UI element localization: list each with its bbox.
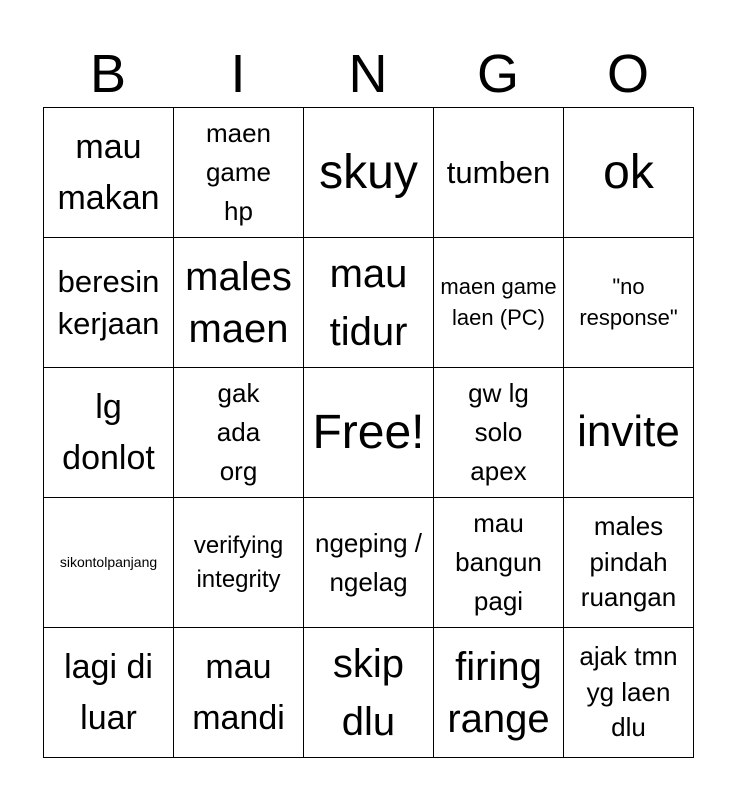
header-letter-g: G <box>476 44 519 104</box>
cell-text: skip dlu <box>332 641 405 744</box>
bingo-cell-r5-c5[interactable] <box>564 628 694 758</box>
bingo-cell-r1-c4[interactable] <box>434 108 564 238</box>
bingo-cell-r3-c4[interactable] <box>434 368 564 498</box>
bingo-cell-r5-c1[interactable] <box>44 628 174 758</box>
bingo-cell-r3-c1[interactable] <box>44 368 174 498</box>
cell-text: skuy <box>319 145 418 199</box>
cell-text: mau mandi <box>192 647 285 737</box>
cell-text: ngeping / ngelag <box>315 527 422 597</box>
bingo-cell-r2-c5[interactable] <box>564 238 694 368</box>
cell-text: ajak tmn yg laen dlu <box>579 640 678 743</box>
cell-text: males pindah ruangan <box>580 510 677 613</box>
bingo-cell-r4-c5[interactable] <box>564 498 694 628</box>
bingo-cell-r2-c1[interactable] <box>44 238 174 368</box>
bingo-cell-r5-c2[interactable] <box>174 628 304 758</box>
cell-text: beresin kerjaan <box>57 263 160 341</box>
bingo-board <box>43 107 694 758</box>
bingo-cell-r2-c2[interactable] <box>174 238 304 368</box>
bingo-cell-r4-c1[interactable] <box>44 498 174 628</box>
cell-text: gak ada org <box>216 378 261 486</box>
bingo-cell-r3-c2[interactable] <box>174 368 304 498</box>
bingo-cell-r3-c5[interactable] <box>564 368 694 498</box>
cell-text: gw lg solo apex <box>468 378 529 486</box>
header-letter-b: B <box>89 44 127 104</box>
bingo-header <box>43 40 693 108</box>
cell-text: mau bangun pagi <box>455 508 542 616</box>
header-letter-i: I <box>230 44 246 104</box>
cell-text: maen game laen (PC) <box>440 273 557 330</box>
bingo-cell-r2-c4[interactable] <box>434 238 564 368</box>
bingo-cell-r4-c2[interactable] <box>174 498 304 628</box>
cell-text: maen game hp <box>205 118 272 226</box>
bingo-cell-r3-c3[interactable] <box>304 368 434 498</box>
bingo-cell-r1-c2[interactable] <box>174 108 304 238</box>
cell-text: verifying integrity <box>193 531 284 593</box>
cell-text: lg donlot <box>62 387 155 477</box>
cell-text: mau makan <box>57 127 160 217</box>
cell-text: tumben <box>446 154 551 190</box>
cell-text: Free! <box>312 405 425 459</box>
bingo-cell-r4-c4[interactable] <box>434 498 564 628</box>
bingo-cell-r1-c1[interactable] <box>44 108 174 238</box>
cell-text: sikontolpanjang <box>59 554 158 571</box>
bingo-cell-r1-c3[interactable] <box>304 108 434 238</box>
cell-text: "no response" <box>579 273 678 330</box>
cell-text: lagi di luar <box>64 647 153 737</box>
cell-text: mau tidur <box>329 251 408 354</box>
bingo-cell-r2-c3[interactable] <box>304 238 434 368</box>
cell-text: ok <box>603 145 654 199</box>
header-letter-n: N <box>348 44 388 104</box>
bingo-cell-r1-c5[interactable] <box>564 108 694 238</box>
cell-text: males maen <box>185 254 292 351</box>
bingo-cell-r5-c3[interactable] <box>304 628 434 758</box>
cell-text: firing range <box>447 644 550 741</box>
cell-text: invite <box>577 407 680 457</box>
bingo-cell-r4-c3[interactable] <box>304 498 434 628</box>
bingo-cell-r5-c4[interactable] <box>434 628 564 758</box>
header-letter-o: O <box>606 44 649 104</box>
